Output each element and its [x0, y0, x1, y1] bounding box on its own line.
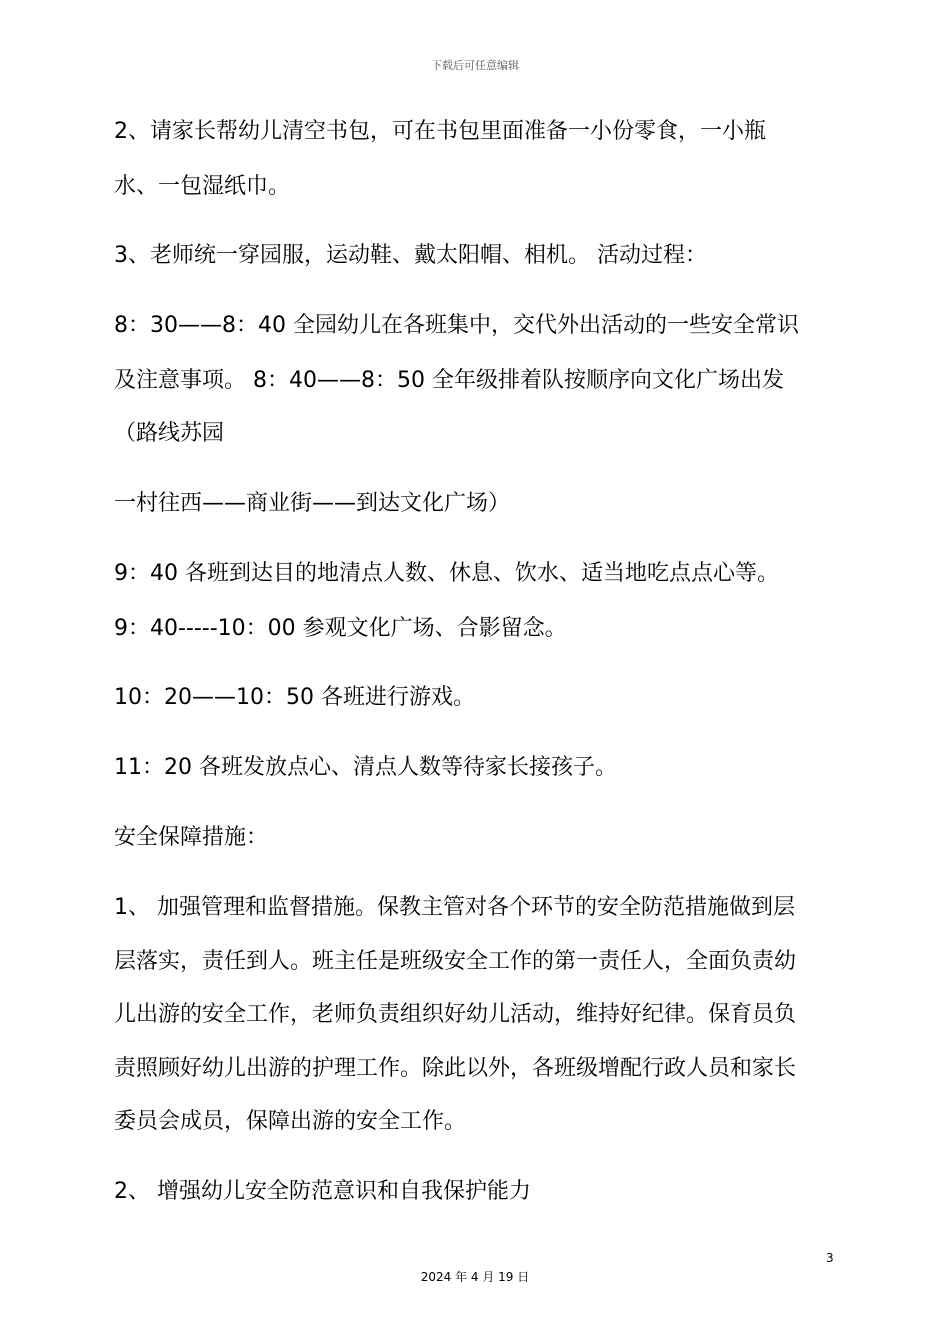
page-number: 3 — [826, 1251, 834, 1265]
text-line: 一村往西——商业街——到达文化广场） — [114, 491, 511, 516]
text-line: 儿出游的安全工作，老师负责组织好幼儿活动，维持好纪律。保育员负 — [114, 1002, 797, 1027]
footer-date: 2024 年 4 月 19 日 — [420, 1270, 530, 1284]
text-line: 8：30——8：40 全园幼儿在各班集中，交代外出活动的一些安全常识 — [114, 313, 799, 338]
section-heading: 安全保障措施： — [114, 825, 269, 850]
text-line: 2、 增强幼儿安全防范意识和自我保护能力 — [114, 1179, 531, 1204]
text-line: （路线苏园 — [114, 421, 225, 446]
text-line: 9：40 各班到达目的地清点人数、休息、饮水、适当地吃点点心等。 — [114, 561, 779, 586]
text-line: 11：20 各班发放点心、清点人数等待家长接孩子。 — [114, 755, 617, 780]
text-line: 9：40-----10：00 参观文化广场、合影留念。 — [114, 616, 567, 641]
text-line: 10：20——10：50 各班进行游戏。 — [114, 685, 475, 710]
text-line: 责照顾好幼儿出游的护理工作。除此以外，各班级增配行政人员和家长 — [114, 1056, 797, 1081]
text-line: 委员会成员，保障出游的安全工作。 — [114, 1109, 467, 1134]
text-line: 1、 加强管理和监督措施。保教主管对各个环节的安全防范措施做到层 — [114, 895, 795, 920]
text-line: 2、请家长帮幼儿清空书包，可在书包里面准备一小份零食，一小瓶 — [114, 119, 766, 144]
text-line: 及注意事项。 8：40——8：50 全年级排着队按顺序向文化广场出发 — [114, 368, 784, 393]
page-header: 下载后可任意编辑 — [431, 59, 519, 72]
text-line: 层落实，责任到人。班主任是班级安全工作的第一责任人，全面负责幼 — [114, 949, 797, 974]
text-line: 3、老师统一穿园服，运动鞋、戴太阳帽、相机。 活动过程： — [114, 243, 707, 268]
text-line: 水、一包湿纸巾。 — [114, 174, 291, 199]
